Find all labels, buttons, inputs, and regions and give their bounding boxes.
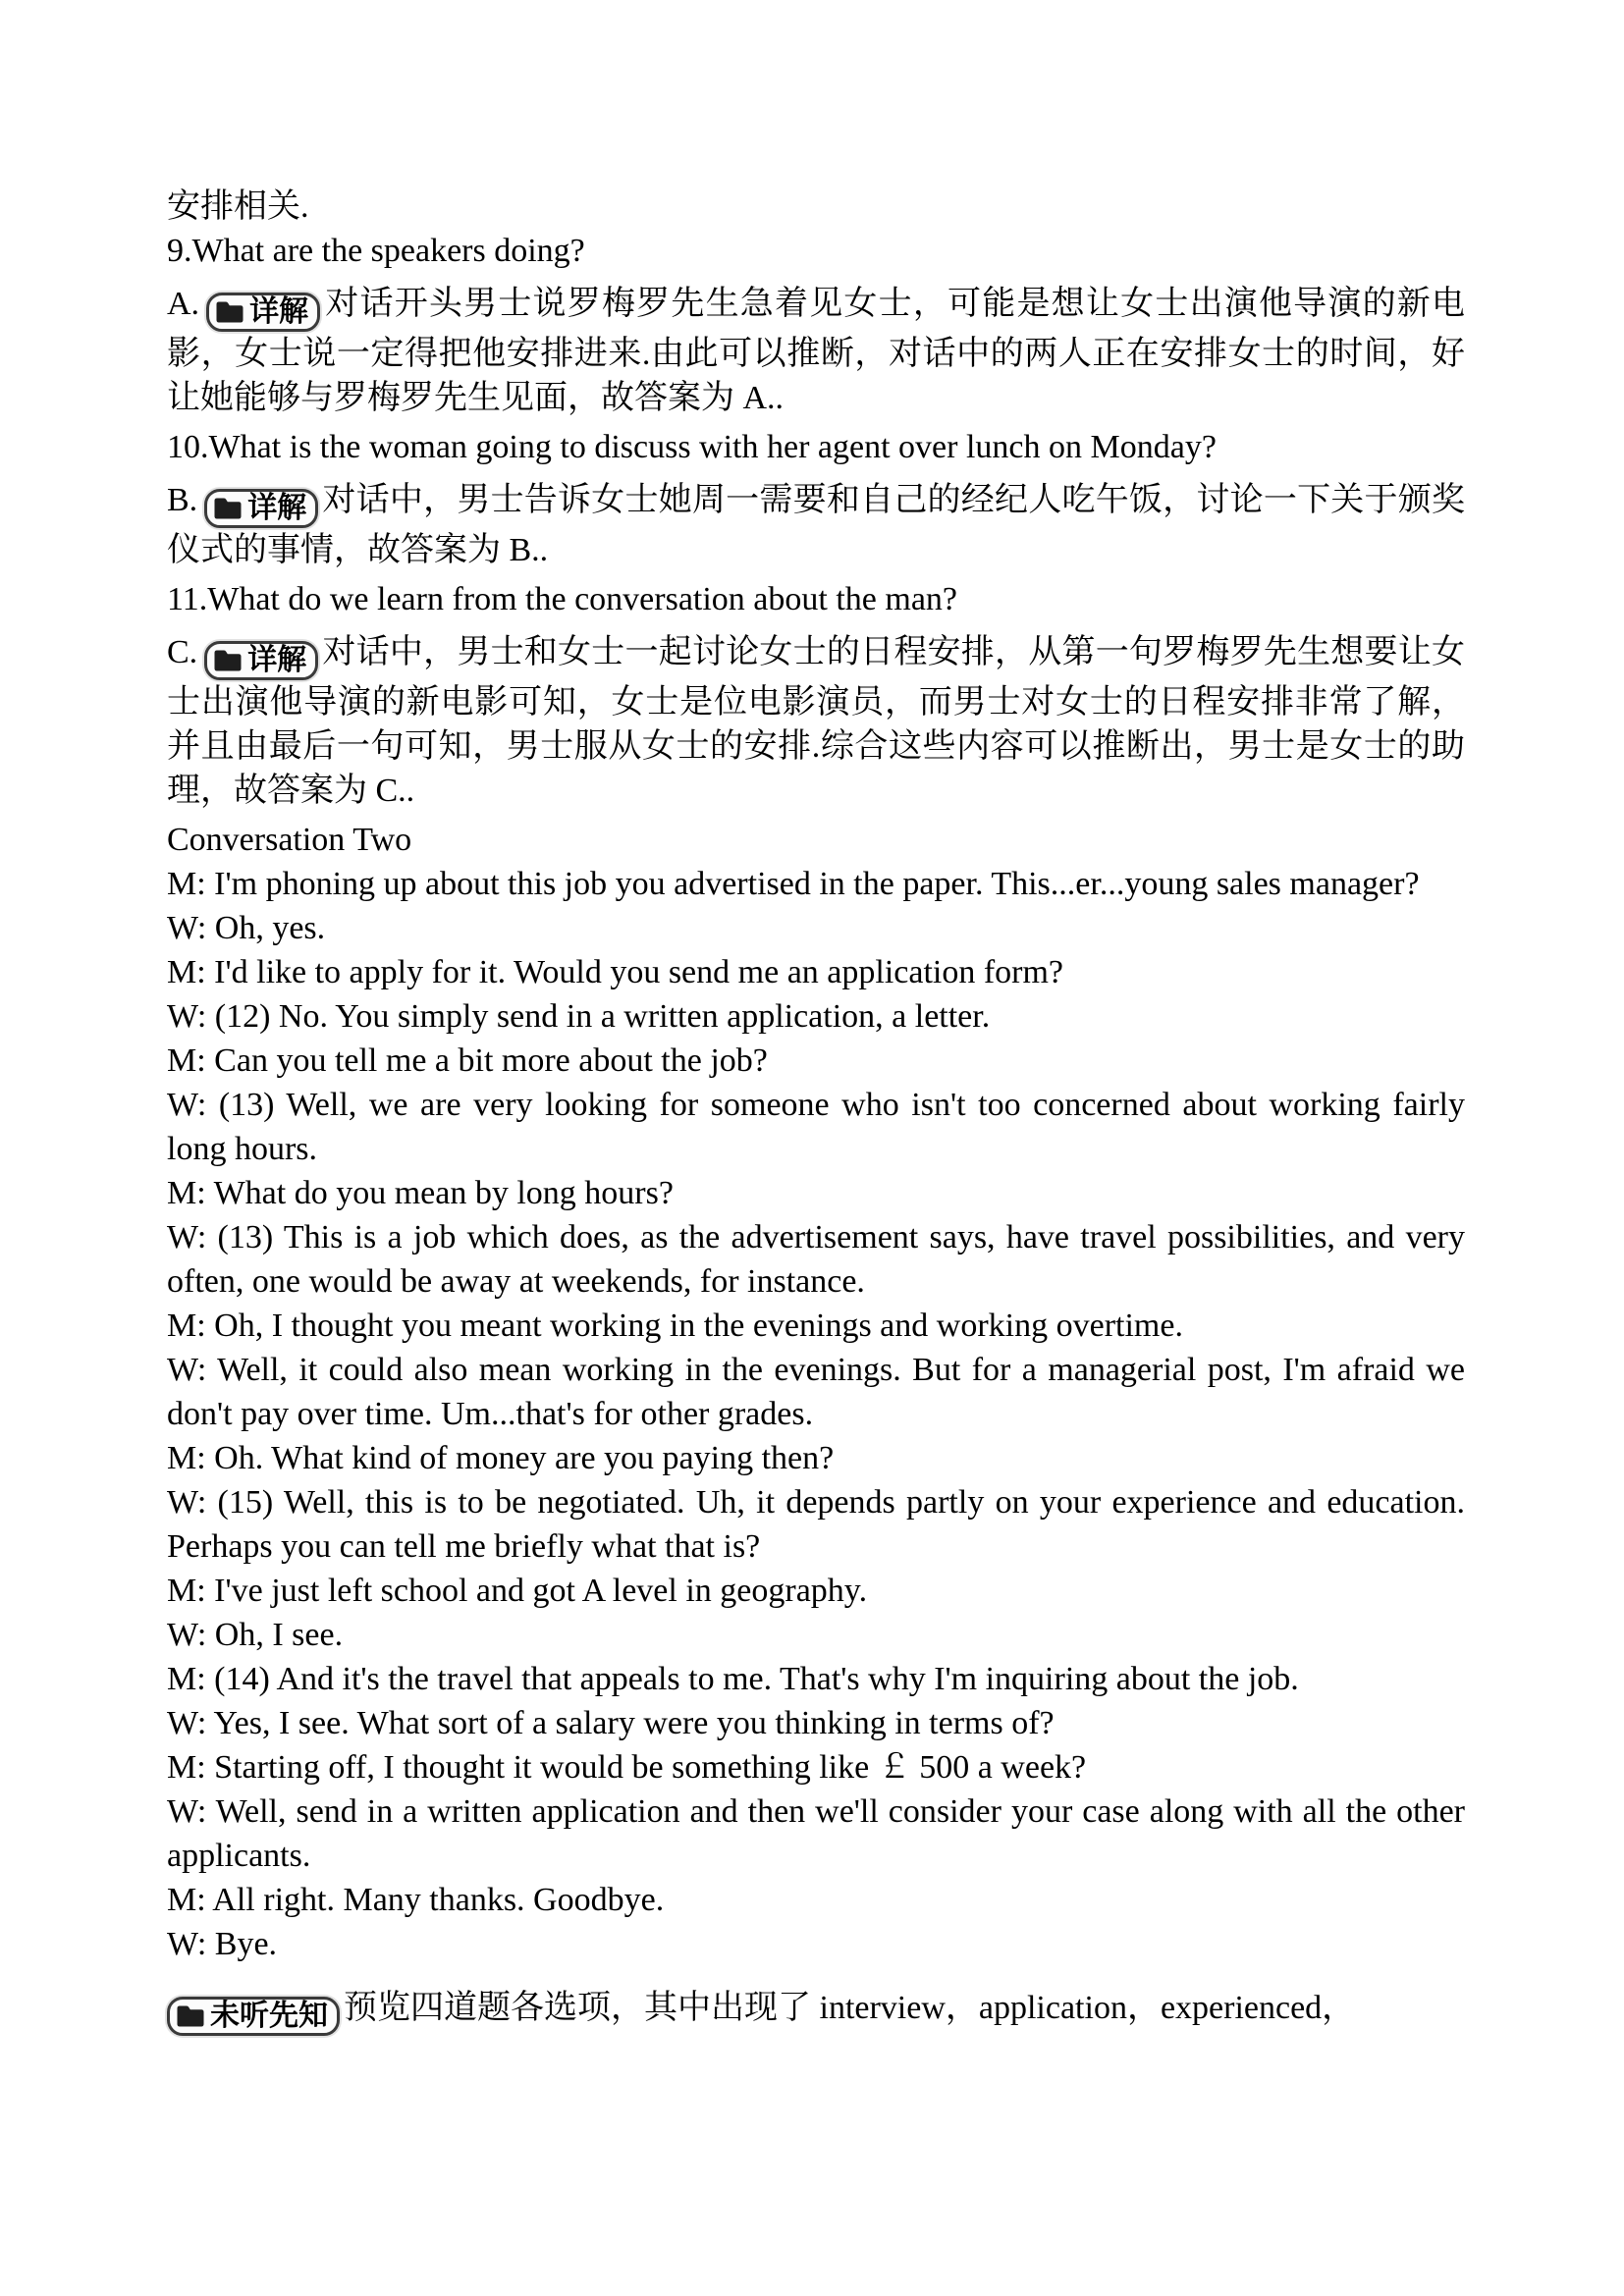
dialogue-line: W: (12) No. You simply send in a written application, a letter. xyxy=(167,998,991,1035)
answer-b-explanation: 对话中，男士告诉女士她周一需要和自己的经纪人吃午饭，讨论一下关于颁奖仪式的事情，故答案为 B.. xyxy=(167,482,1465,568)
folder-icon xyxy=(213,497,243,520)
detail-badge-a-label: 详解 xyxy=(249,295,309,328)
answer-a-letter: A. xyxy=(167,286,200,322)
answer-a-explanation: 对话开头男士说罗梅罗先生急着见女士，可能是想让女士出演他导演的新电影，女士说一定得把他安排进来.由此可以推断，对话中的两人正在安排女士的时间，好让她能够与罗梅罗先生见面，故答案为 A.. xyxy=(167,286,1465,416)
detail-badge-b-label: 详解 xyxy=(247,492,307,524)
conversation-title: Conversation Two xyxy=(167,822,412,858)
detail-badge-a xyxy=(206,293,320,332)
dialogue-line: M: Starting off, I thought it would be something like ￡ 500 a week? xyxy=(167,1749,1087,1786)
dialogue-line: W: Bye. xyxy=(167,1926,278,1962)
dialogue-line: M: Oh. What kind of money are you paying then? xyxy=(167,1440,835,1476)
dialogue-line: W: Yes, I see. What sort of a salary were you thinking in terms of? xyxy=(167,1705,1055,1741)
question-11: 11.What do we learn from the conversation about the man? xyxy=(167,581,958,617)
dialogue-line: W: Oh, I see. xyxy=(167,1617,344,1653)
detail-badge-c-label: 详解 xyxy=(247,644,307,676)
dialogue-line: M: I'm phoning up about this job you advertised in the paper. This...er...young sales manager? xyxy=(167,866,1420,902)
pre-listening-text: 预览四道题各选项，其中出现了 interview，application，experienced， xyxy=(344,1990,1356,2026)
dialogue-line: W: (13) Well, we are very looking for someone who isn't too concerned about working fairly long hours. xyxy=(167,1087,1465,1167)
folder-icon xyxy=(215,300,244,324)
question-10: 10.What is the woman going to discuss with her agent over lunch on Monday? xyxy=(167,429,1217,465)
folder-icon xyxy=(213,649,243,672)
dialogue-line: M: I'd like to apply for it. Would you send me an application form? xyxy=(167,954,1064,990)
dialogue-line: W: Well, send in a written application and then we'll consider your case along with all the other applicants. xyxy=(167,1793,1465,1874)
intro-text: 安排相关. xyxy=(167,188,309,225)
answer-c xyxy=(167,630,1465,813)
dialogue-line: M: I've just left school and got A level in geography. xyxy=(167,1573,868,1609)
folder-icon xyxy=(176,2004,205,2028)
dialogue-line: M: All right. Many thanks. Goodbye. xyxy=(167,1882,665,1918)
dialogue-line: W: (15) Well, this is to be negotiated. Uh, it depends partly on your experience and education. Perhaps you can tell me briefly what that is? xyxy=(167,1484,1465,1565)
dialogue-line: M: (14) And it's the travel that appeals to me. That's why I'm inquiring about the job. xyxy=(167,1661,1299,1697)
pre-listening-note xyxy=(167,1986,1465,2036)
dialogue-line: W: Oh, yes. xyxy=(167,910,326,946)
answer-c-letter: C. xyxy=(167,634,198,670)
pre-listening-badge xyxy=(167,1997,340,2036)
page-content xyxy=(167,185,1465,2036)
answer-c-explanation: 对话中，男士和女士一起讨论女士的日程安排，从第一句罗梅罗先生想要让女士出演他导演的新电影可知，女士是位电影演员，而男士对女士的日程安排非常了解，并且由最后一句可知，男士服从女士的安排.综合这些内容可以推断出，男士是女士的助理，故答案为 C.. xyxy=(167,634,1465,809)
dialogue-line: M: Oh, I thought you meant working in the evenings and working overtime. xyxy=(167,1308,1183,1344)
dialogue-line: W: Well, it could also mean working in the evenings. But for a managerial post, I'm afraid we don't pay over time. Um...that's for other grades. xyxy=(167,1352,1465,1432)
detail-badge-c xyxy=(204,641,318,680)
pre-listening-badge-label: 未听先知 xyxy=(210,2000,328,2032)
dialogue-line: M: What do you mean by long hours? xyxy=(167,1175,674,1211)
answer-b-letter: B. xyxy=(167,482,198,518)
answer-a xyxy=(167,282,1465,420)
detail-badge-b xyxy=(204,489,318,528)
question-9: 9.What are the speakers doing? xyxy=(167,233,585,269)
answer-b xyxy=(167,478,1465,572)
dialogue-line: W: (13) This is a job which does, as the advertisement says, have travel possibilities, and very often, one would be away at weekends, for instance. xyxy=(167,1219,1465,1300)
dialogue-line: M: Can you tell me a bit more about the job? xyxy=(167,1042,768,1079)
